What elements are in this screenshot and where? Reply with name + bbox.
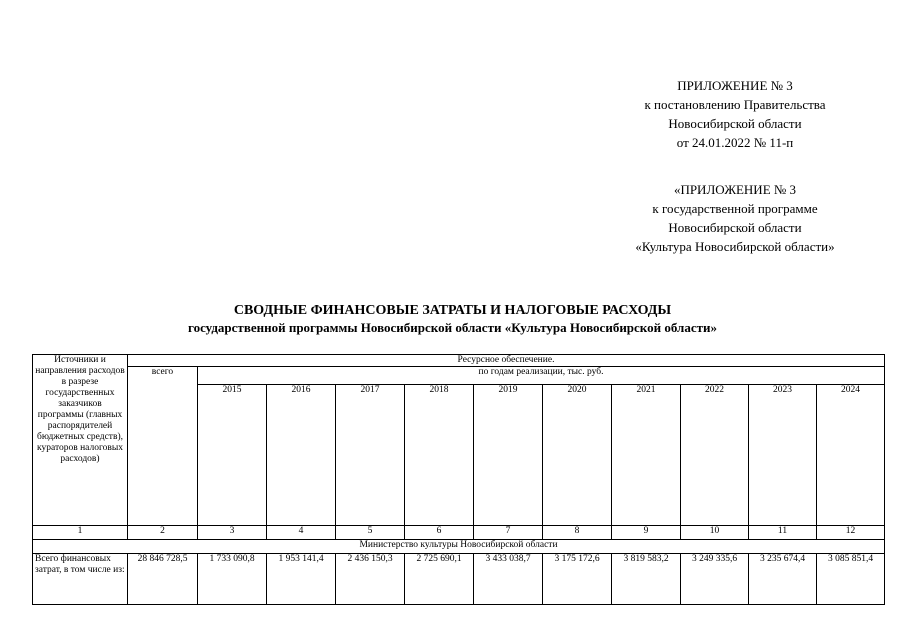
appendix-1-line-2: к постановлению Правительства <box>644 97 826 112</box>
by-years-header: по годам реализации, тыс. руб. <box>198 367 885 385</box>
appendix-1-header <box>610 76 860 152</box>
column-number: 4 <box>267 526 336 540</box>
resource-header: Ресурсное обеспечение. <box>128 355 885 367</box>
ministry-row: Министерство культуры Новосибирской области <box>33 540 885 554</box>
appendix-2-header <box>605 180 865 256</box>
appendix-1-line-4: от 24.01.2022 № 11-п <box>676 135 794 150</box>
document-title <box>0 302 905 336</box>
appendix-2-line-4: «Культура Новосибирской области» <box>635 239 835 254</box>
column-number: 5 <box>336 526 405 540</box>
column-number: 3 <box>198 526 267 540</box>
year-value: 1 733 090,8 <box>198 554 267 605</box>
year-value: 2 436 150,3 <box>336 554 405 605</box>
year-value: 3 175 172,6 <box>543 554 612 605</box>
year-value: 3 085 851,4 <box>817 554 885 605</box>
year-value: 3 235 674,4 <box>749 554 817 605</box>
year-header: 2016 <box>267 385 336 526</box>
year-header: 2015 <box>198 385 267 526</box>
column-number: 11 <box>749 526 817 540</box>
year-header: 2022 <box>681 385 749 526</box>
year-value: 2 725 690,1 <box>405 554 474 605</box>
appendix-2-line-3: Новосибирской области <box>668 220 802 235</box>
appendix-2-line-2: к государственной программе <box>652 201 818 216</box>
column-number: 2 <box>128 526 198 540</box>
source-header: Источники и направления расходов в разрезе государственных заказчиков программы (главных распорядителей бюджетных средств), кураторов налоговых расходов) <box>33 355 128 526</box>
year-value: 3 819 583,2 <box>612 554 681 605</box>
column-number: 6 <box>405 526 474 540</box>
year-header: 2018 <box>405 385 474 526</box>
appendix-1-line-3: Новосибирской области <box>668 116 802 131</box>
year-value: 3 433 038,7 <box>474 554 543 605</box>
column-number: 7 <box>474 526 543 540</box>
title-sub: государственной программы Новосибирской области «Культура Новосибирской области» <box>188 320 717 335</box>
title-main: СВОДНЫЕ ФИНАНСОВЫЕ ЗАТРАТЫ И НАЛОГОВЫЕ РАСХОДЫ <box>233 303 672 318</box>
appendix-2-line-1: «ПРИЛОЖЕНИЕ № 3 <box>673 182 797 197</box>
total-row-label: Всего финансовых затрат, в том числе из: <box>33 554 128 605</box>
year-header: 2023 <box>749 385 817 526</box>
table-row <box>33 554 885 605</box>
year-header: 2024 <box>817 385 885 526</box>
column-number: 9 <box>612 526 681 540</box>
total-header: всего <box>128 367 198 526</box>
financial-table <box>32 354 885 605</box>
column-number: 1 <box>33 526 128 540</box>
year-header: 2019 <box>474 385 543 526</box>
appendix-1-line-1: ПРИЛОЖЕНИЕ № 3 <box>677 78 793 93</box>
year-header: 2020 <box>543 385 612 526</box>
column-number-row <box>33 526 885 540</box>
total-value: 28 846 728,5 <box>128 554 198 605</box>
column-number: 8 <box>543 526 612 540</box>
column-number: 10 <box>681 526 749 540</box>
year-value: 3 249 335,6 <box>681 554 749 605</box>
year-value: 1 953 141,4 <box>267 554 336 605</box>
year-header: 2017 <box>336 385 405 526</box>
year-header: 2021 <box>612 385 681 526</box>
column-number: 12 <box>817 526 885 540</box>
